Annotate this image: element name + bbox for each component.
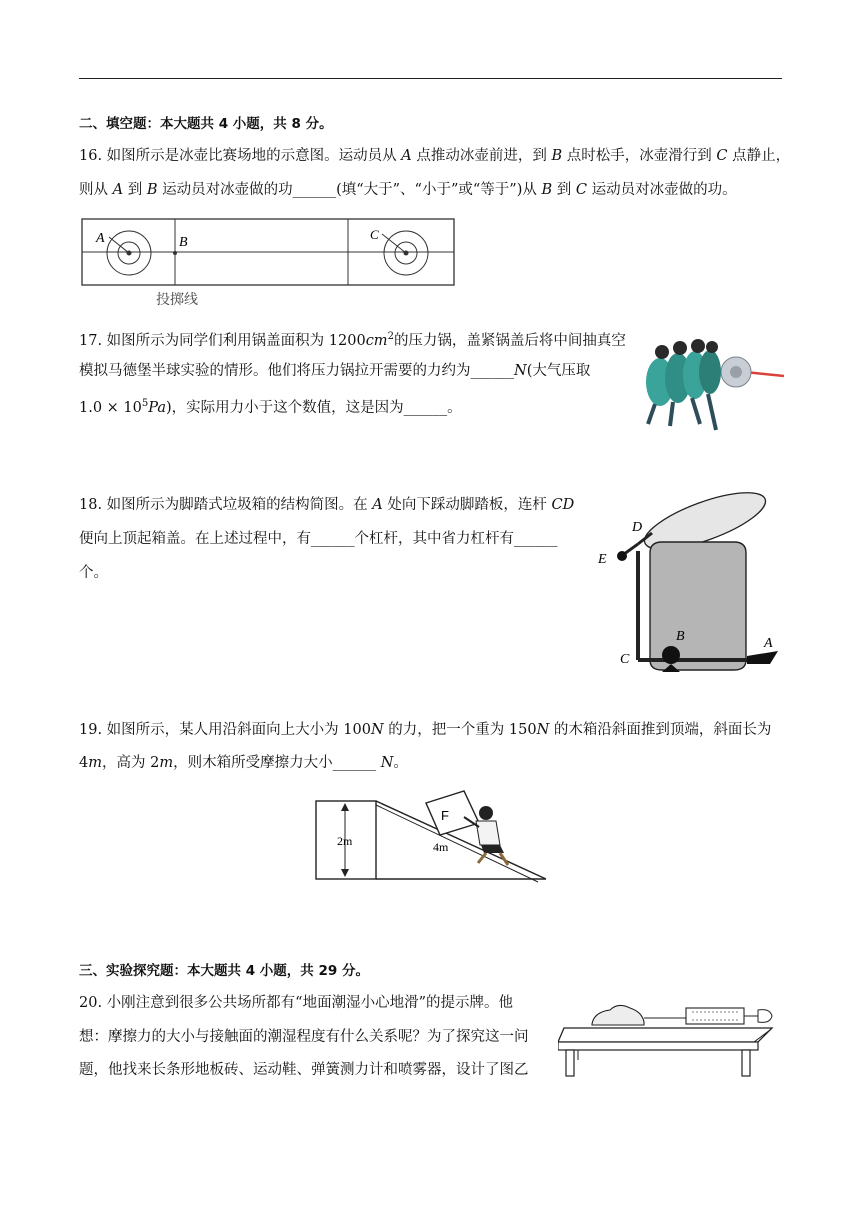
q17-line-3: $1.0 \times 10^5Pa$)，实际用力小于这个数值，这是因为______。 [79,398,462,416]
q17-line-2: 模拟马德堡半球实验的情形。他们将压力锅拉开需要的力约为______N(大气压取 [79,363,591,379]
q18-line-1: 18. 如图所示为脚踏式垃圾箱的结构简图。在 A 处向下踩动脚踏板，连杆 CD [79,497,575,513]
bin-label-d: D [632,520,643,535]
header-rule [79,78,782,79]
incline-height-label: 2m [337,834,353,848]
bin-label-c: C [620,652,630,667]
q20-line-1: 20. 小刚注意到很多公共场所都有“地面潮湿小心地滑”的提示牌。他 [79,995,513,1011]
friction-experiment-figure [558,990,784,1080]
q18-line-2: 便向上顶起箱盖。在上述过程中，有______个杠杆，其中省力杠杆有______ [79,531,558,547]
rink-label-a: A [96,231,105,246]
q19-line-1: 19. 如图所示，某人用沿斜面向上大小为 100N 的力，把一个重为 150N 的木箱沿斜面推到顶端，斜面长为 [79,722,772,738]
q18-line-3: 个。 [79,565,108,581]
magdeburg-photo [640,320,784,436]
incline-length-label: 4m [433,840,449,854]
rink-label-c: C [370,227,379,242]
q17-line-1: 17. 如图所示为同学们利用锅盖面积为 $1200cm^2$的压力锅，盖紧锅盖后将中间抽真空 [79,331,626,349]
curling-rink-figure [80,212,460,312]
bin-label-e: E [598,552,607,567]
bin-label-b: B [676,629,685,644]
q20-line-2: 想：摩擦力的大小与接触面的潮湿程度有什么关系呢？为了探究这一问 [79,1029,529,1045]
bin-label-a: A [764,636,773,651]
section-3-title: 三、实验探究题：本大题共 4 小题，共 29 分。 [79,963,369,979]
rink-label-b: B [179,235,188,250]
q20-line-3: 题，他找来长条形地板砖、运动鞋、弹簧测力计和喷雾器，设计了图乙 [79,1062,529,1078]
throw-line-caption: 投掷线 [156,292,198,308]
q19-line-2: 4m，高为 2m，则木箱所受摩擦力大小______ N。 [79,755,408,771]
incline-figure [314,783,550,883]
q16-line-1: 16. 如图所示是冰壶比赛场地的示意图。运动员从 A 点推动冰壶前进，到 B 点时松手，冰壶滑行到 C 点静止， [79,148,791,164]
section-2-title: 二、填空题：本大题共 4 小题，共 8 分。 [79,116,333,132]
q16-line-2: 则从 A 到 B 运动员对冰壶做的功______(填“大于”、“小于”或“等于”)从 B 到 C 运动员对冰壶做的功。 [79,182,737,198]
trash-bin-figure [592,488,782,678]
force-label: F [441,808,449,823]
